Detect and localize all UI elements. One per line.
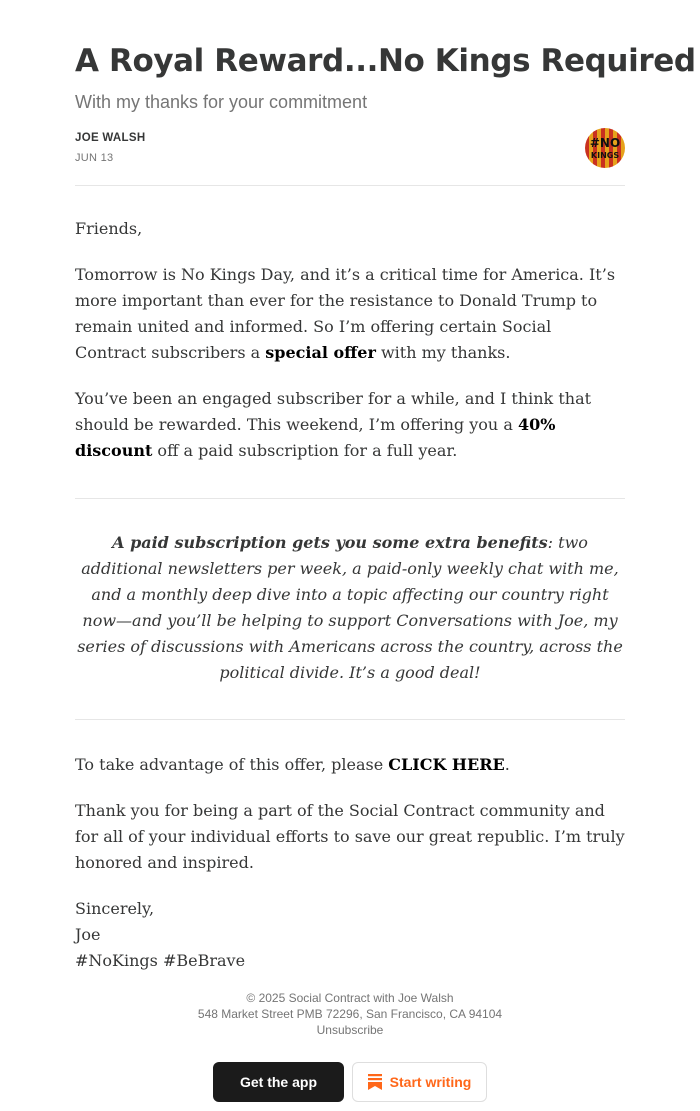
special-offer-bold: special offer [265,343,376,362]
paragraph-text: To take advantage of this offer, please [75,755,389,774]
signature-name: Joe [75,925,101,944]
paragraph [75,262,625,366]
signature [75,896,625,974]
post-date: JUN 13 [75,152,114,164]
start-writing-button[interactable] [352,1062,487,1102]
offer-paragraph [75,752,625,778]
hashtags: #NoKings #BeBrave [75,951,246,970]
benefits-callout [75,530,625,686]
address: 548 Market Street PMB 72296, San Francisco, CA 94104 [197,1007,503,1021]
substack-icon [368,1074,382,1090]
divider [75,185,625,186]
paragraph-text: . [504,755,510,774]
svg-text:#NO: #NO [589,136,621,150]
post-closing [75,752,625,974]
no-kings-logo-icon [585,128,625,168]
paragraph-text: with my thanks. [375,343,511,362]
copyright: © 2025 Social Contract with Joe Walsh [246,991,454,1005]
post-body [75,216,625,484]
divider [75,719,625,720]
thanks-paragraph: Thank you for being a part of the Social Contract community and for all of your individual efforts to save our great republic. I’m truly honored and inspired. [75,801,625,872]
discount-bold: 40% discount [75,415,556,460]
divider [75,498,625,499]
post-title: A Royal Reward...No Kings Required [75,43,696,79]
avatar[interactable] [585,128,625,168]
paragraph [75,386,625,464]
footer [75,990,625,1038]
unsubscribe-link[interactable]: Unsubscribe [316,1023,384,1037]
svg-text:KINGS: KINGS [590,151,620,160]
author-name[interactable]: JOE WALSH [75,132,146,144]
greeting: Friends, [75,219,143,238]
callout-bold: A paid subscription gets you some extra benefits [112,533,548,552]
click-here-link[interactable]: CLICK HERE [388,755,505,774]
paragraph-text: off a paid subscription for a full year. [152,441,458,460]
paragraph-text: You’ve been an engaged subscriber for a while, and I think that should be rewarded. This weekend, I’m offering you a [75,389,592,434]
paragraph-text: Tomorrow is No Kings Day, and it’s a critical time for America. It’s more important than ever for the resistance to Donald Trump to remain united and informed. So I’m offering certain Social Contract subscribers a [75,265,616,362]
callout-text: : two additional newsletters per week, a paid-only weekly chat with me, and a monthly deep dive into a topic affecting our country right now—and you’ll be helping to support Conversations with Joe, my series of discussions with Americans across the country, across the political divide. It’s a good deal! [77,533,623,682]
get-app-button[interactable]: Get the app [213,1062,344,1102]
post-subtitle: With my thanks for your commitment [75,92,368,112]
signoff: Sincerely, [75,899,155,918]
start-writing-label: Start writing [389,1074,472,1090]
